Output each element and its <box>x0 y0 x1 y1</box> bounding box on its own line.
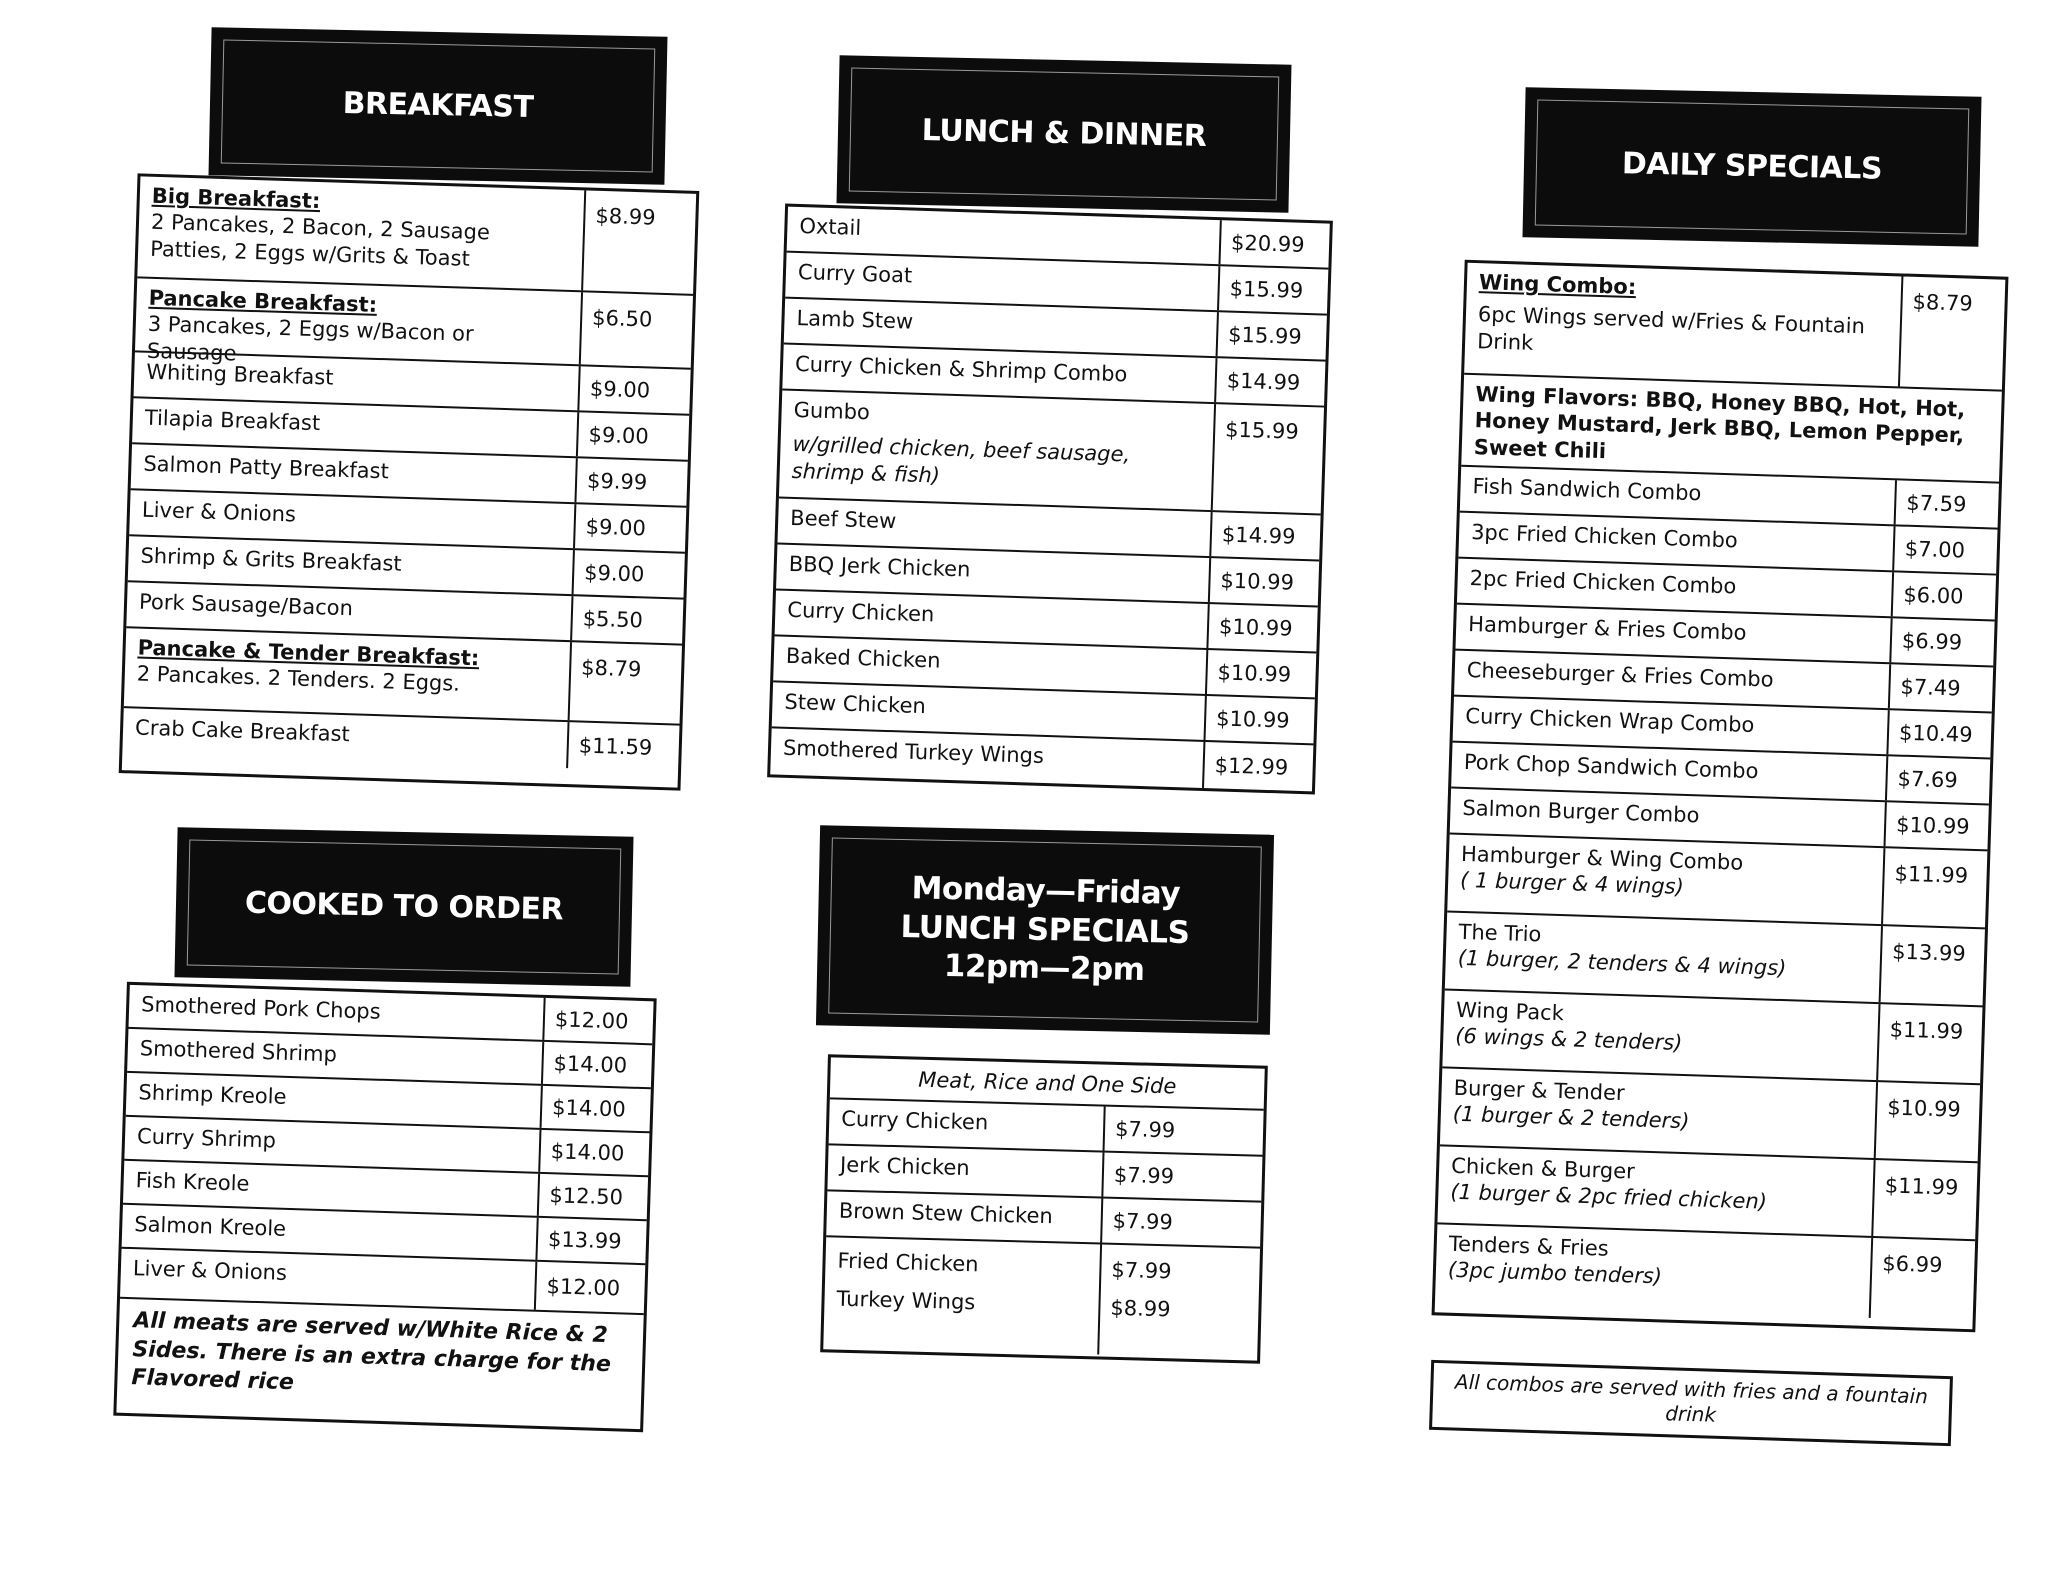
item-price: $10.49 <box>1886 710 1991 757</box>
menu-row <box>1464 263 2005 392</box>
item-name: Brown Stew Chicken <box>838 1198 1054 1229</box>
item-name: Curry Goat <box>797 259 913 288</box>
item-note: (1 burger, 2 tenders & 4 wings) <box>1457 946 1787 981</box>
item-desc: 3 Pancakes, 2 Eggs w/Bacon or Sausage <box>146 311 475 366</box>
item-name: Whiting Breakfast <box>145 359 334 390</box>
item-price: $11.59 <box>566 722 679 771</box>
item-price: $8.79 <box>1898 276 2005 389</box>
item-name: Salmon Burger Combo <box>1462 795 1700 828</box>
daily-specials-title: DAILY SPECIALS <box>1621 146 1883 187</box>
item-name: Pork Sausage/Bacon <box>138 589 354 621</box>
item-name: Liver & Onions <box>132 1256 288 1285</box>
item-name: BBQ Jerk Chicken <box>788 551 971 582</box>
item-name: Turkey Wings <box>836 1286 976 1315</box>
menu-row <box>116 1299 643 1427</box>
menu-row <box>1461 375 2002 484</box>
cooked-note: All meats are served w/White Rice & 2 Sides. There is an extra charge for the Flavored rice <box>131 1308 612 1396</box>
item-name: Smothered Shrimp <box>139 1036 338 1067</box>
lunch-specials-menu <box>820 1054 1268 1363</box>
item-name: Curry Chicken & Shrimp Combo <box>794 351 1128 387</box>
item-price: $7.00 <box>1892 526 1997 573</box>
item-price: $10.99 <box>1874 1082 1980 1161</box>
item-name: Gumbo <box>793 397 871 425</box>
wing-flavors: Wing Flavors: BBQ, Honey BBQ, Hot, Hot, Honey Mustard, Jerk BBQ, Lemon Pepper, Sweet Chili <box>1473 382 1966 463</box>
item-price: $6.50 <box>579 292 693 367</box>
item-name: Curry Shrimp <box>136 1124 277 1153</box>
item-price: $11.99 <box>1876 1004 1982 1083</box>
item-cell <box>124 628 570 720</box>
item-name: Hamburger & Wing Combo <box>1460 841 1744 875</box>
item-name: Tilapia Breakfast <box>144 405 321 436</box>
item-price: $14.99 <box>1209 512 1320 559</box>
item-price: $6.99 <box>1889 618 1994 665</box>
item-name: Pancake Breakfast: <box>148 285 378 317</box>
lunch-dinner-banner <box>836 55 1291 212</box>
breakfast-title: BREAKFAST <box>342 86 534 126</box>
item-name: Cheeseburger & Fries Combo <box>1466 657 1774 692</box>
item-price: $20.99 <box>1218 220 1329 267</box>
combos-note: All combos are served with fries and a fountain drink <box>1429 1360 1953 1446</box>
item-name: Oxtail <box>799 214 862 240</box>
item-cell <box>1442 990 1878 1080</box>
item-price: $8.99 <box>581 190 696 293</box>
lunch-specials-days: Monday—Friday <box>911 870 1181 912</box>
cooked-to-order-title: COOKED TO ORDER <box>244 885 564 928</box>
item-name: Fried Chicken <box>837 1248 979 1277</box>
item-price: $10.99 <box>1206 604 1317 651</box>
item-name: Stew Chicken <box>784 689 927 719</box>
item-price: $15.99 <box>1216 312 1327 359</box>
item-note: (1 burger & 2pc fried chicken) <box>1450 1179 1768 1214</box>
item-name: Curry Chicken <box>840 1106 989 1135</box>
item-name: 2pc Fried Chicken Combo <box>1469 566 1737 599</box>
item-cell <box>1440 1068 1876 1158</box>
item-price: $7.49 <box>1888 664 1993 711</box>
item-name: Burger & Tender <box>1453 1075 1625 1106</box>
lunch-specials-title: LUNCH SPECIALS <box>900 908 1190 951</box>
item-cell <box>1435 1224 1871 1318</box>
item-price: $9.99 <box>574 458 687 505</box>
item-cell <box>1437 1146 1873 1236</box>
item-name: Chicken & Burger <box>1450 1153 1636 1184</box>
item-price: $7.99 <box>1103 1107 1264 1155</box>
item-price: $12.50 <box>537 1174 648 1219</box>
item-price: $14.00 <box>538 1130 649 1175</box>
item-name: Salmon Kreole <box>133 1212 287 1241</box>
item-price: $15.99 <box>1217 266 1328 313</box>
item-price: $11.99 <box>1871 1160 1977 1239</box>
item-name: Wing Combo: <box>1478 270 1637 300</box>
item-price: $12.99 <box>1202 742 1313 791</box>
item-price: $15.99 <box>1211 404 1324 513</box>
item-cell <box>823 1237 1100 1354</box>
item-desc: 2 Pancakes, 2 Bacon, 2 Sausage Patties, 2 Eggs w/Grits & Toast <box>149 210 491 271</box>
item-name: Fish Kreole <box>135 1168 250 1196</box>
item-price: $9.00 <box>577 366 690 413</box>
item-desc: 2 Pancakes. 2 Tenders. 2 Eggs. <box>136 661 461 696</box>
item-price: $9.00 <box>573 504 686 551</box>
item-name: Liver & Onions <box>141 497 297 527</box>
item-price: $10.99 <box>1884 802 1989 849</box>
item-price: $5.50 <box>570 596 683 643</box>
item-name: 3pc Fried Chicken Combo <box>1470 520 1739 553</box>
price-cell <box>1097 1244 1260 1358</box>
item-name: Smothered Turkey Wings <box>782 735 1045 768</box>
item-name: Lamb Stew <box>796 305 914 334</box>
menu-row <box>823 1237 1260 1358</box>
item-name: Shrimp & Grits Breakfast <box>140 543 402 576</box>
item-name: Hamburger & Fries Combo <box>1467 612 1747 645</box>
item-cell <box>137 176 584 290</box>
menu-row <box>1435 1224 1975 1321</box>
item-name: Jerk Chicken <box>839 1152 970 1181</box>
item-price: $7.99 <box>1111 1257 1172 1284</box>
item-note: (6 wings & 2 tenders) <box>1454 1024 1683 1056</box>
item-price: $13.99 <box>535 1218 646 1263</box>
item-price: $6.00 <box>1891 572 1996 619</box>
item-price: $9.00 <box>576 412 689 459</box>
item-price: $7.99 <box>1100 1198 1261 1246</box>
menu-row <box>779 391 1324 516</box>
item-cell <box>1464 263 1901 387</box>
item-name: Salmon Patty Breakfast <box>143 451 390 484</box>
lunch-specials-heading <box>899 869 1190 991</box>
item-price: $7.69 <box>1885 756 1990 803</box>
daily-specials-banner <box>1522 87 1981 247</box>
item-cell <box>1445 912 1881 1002</box>
item-note: ( 1 burger & 4 wings) <box>1459 868 1685 900</box>
menu-row <box>137 176 696 295</box>
item-cell <box>779 391 1214 511</box>
item-price: $10.99 <box>1204 696 1315 743</box>
item-price: $8.99 <box>1110 1296 1171 1322</box>
item-price: $10.99 <box>1205 650 1316 697</box>
item-price: $8.79 <box>568 642 682 723</box>
lunch-dinner-title: LUNCH & DINNER <box>921 113 1207 155</box>
item-note: (3pc jumbo tenders) <box>1447 1257 1663 1289</box>
item-name: Baked Chicken <box>785 643 941 673</box>
item-name: Pancake & Tender Breakfast: <box>137 635 480 671</box>
lunch-specials-subheader: Meat, Rice and One Side <box>830 1057 1265 1110</box>
lunch-specials-banner <box>816 825 1274 1034</box>
item-name: Crab Cake Breakfast <box>134 715 351 747</box>
item-name: Tenders & Fries <box>1448 1231 1610 1261</box>
cooked-to-order-menu <box>113 982 656 1432</box>
breakfast-menu <box>119 173 700 790</box>
item-price: $6.99 <box>1869 1238 1975 1321</box>
breakfast-banner <box>209 27 668 185</box>
item-name: Beef Stew <box>789 505 897 534</box>
item-price: $11.99 <box>1881 848 1987 927</box>
item-name: Wing Pack <box>1455 997 1565 1026</box>
cooked-to-order-banner <box>174 827 633 987</box>
item-price: $10.99 <box>1208 558 1319 605</box>
item-name: The Trio <box>1458 919 1542 947</box>
item-price: $14.00 <box>540 1086 651 1131</box>
lunch-specials-hours: 12pm—2pm <box>943 948 1145 989</box>
lunch-dinner-menu <box>767 204 1333 795</box>
item-price: $12.00 <box>534 1262 645 1313</box>
item-price: $14.00 <box>541 1042 652 1087</box>
item-name: Big Breakfast: <box>151 183 321 214</box>
item-desc: 6pc Wings served w/Fries & Fountain Drink <box>1476 302 1866 355</box>
item-name: Curry Chicken <box>787 597 935 627</box>
item-note: (1 burger & 2 tenders) <box>1452 1102 1690 1134</box>
item-price: $7.59 <box>1894 480 1999 527</box>
item-price: $13.99 <box>1879 926 1985 1005</box>
item-cell <box>1447 835 1883 925</box>
item-note: w/grilled chicken, beef sausage, shrimp & fish) <box>791 432 1131 488</box>
item-name: Smothered Pork Chops <box>140 992 382 1024</box>
item-cell <box>135 278 581 364</box>
item-name: Shrimp Kreole <box>138 1080 287 1109</box>
item-name: Fish Sandwich Combo <box>1472 474 1702 506</box>
item-price: $9.00 <box>572 550 685 597</box>
daily-specials-menu <box>1432 260 2009 1333</box>
item-price: $14.99 <box>1214 358 1325 405</box>
item-name: Curry Chicken Wrap Combo <box>1465 703 1755 738</box>
item-name: Pork Chop Sandwich Combo <box>1463 749 1759 784</box>
item-price: $7.99 <box>1101 1153 1262 1201</box>
item-price: $12.00 <box>542 998 653 1043</box>
